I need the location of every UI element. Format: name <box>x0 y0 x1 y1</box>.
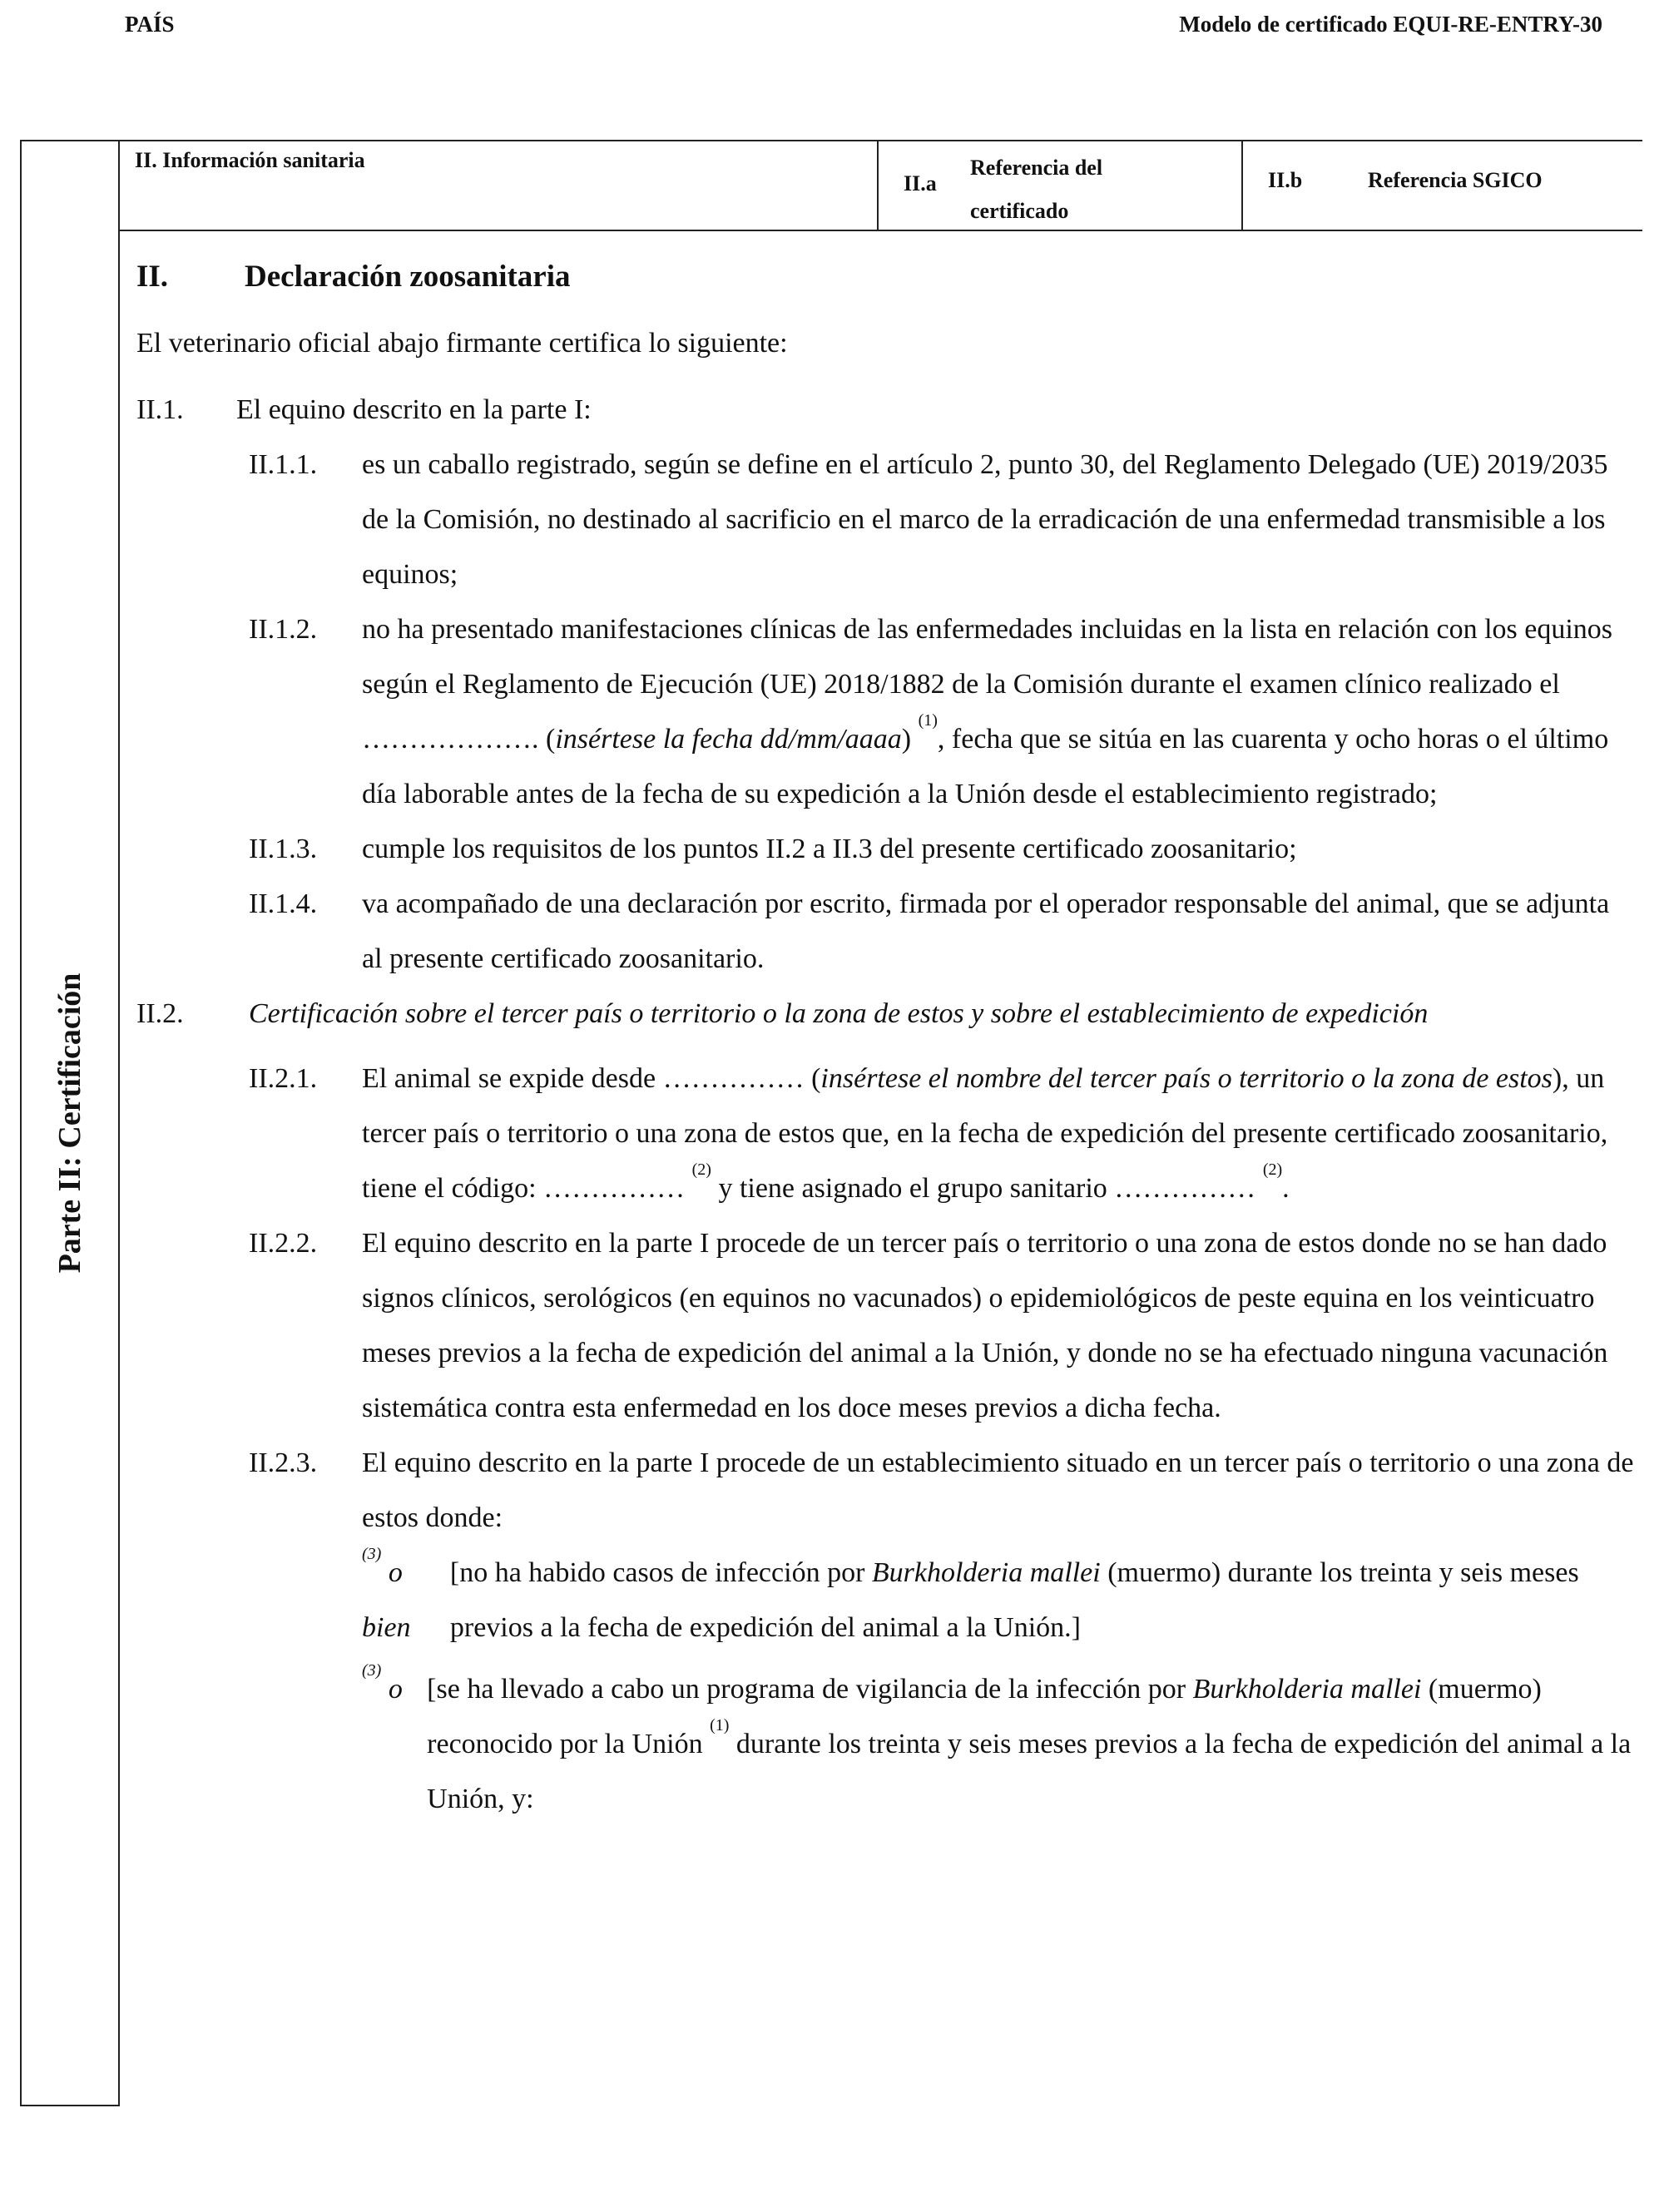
sgico-reference-cell <box>1241 141 1642 230</box>
certificate-reference-cell <box>877 141 1241 230</box>
option-label <box>362 1546 450 1655</box>
certificate-model-header: Modelo de certificado EQUI-RE-ENTRY-30 <box>1179 12 1602 37</box>
clause-heading: Certificación sobre el tercer país o territorio o la zona de estos y sobre el establecimiento de expedición <box>249 998 1429 1029</box>
clause-ii-2-1 <box>249 1052 1634 1216</box>
italic-instruction: insértese la fecha dd/mm/aaaa <box>555 724 902 755</box>
species-name: Burkholderia mallei <box>1192 1674 1422 1705</box>
sgico-reference-label: Referencia SGICO <box>1368 168 1543 192</box>
text-part: . <box>1282 1173 1290 1204</box>
clause-text <box>362 1052 1634 1216</box>
certificate-reference-label: Referencia del certificado <box>970 156 1103 223</box>
text-part: , fecha que se sitúa en las cuarenta y ocho horas o el último día laborable antes de la fecha de su expedición a la Unión desde el establecimiento registrado; <box>362 724 1609 809</box>
option-text <box>450 1546 1634 1655</box>
clause-text: cumple los requisitos de los puntos II.2 a II.3 del presente certificado zoosanitario; <box>362 834 1297 864</box>
clause-number: II.1.1. <box>249 449 318 480</box>
intro-text: El veterinario oficial abajo firmante certifica lo siguiente: <box>136 328 788 359</box>
clause-text: El equino descrito en la parte I: <box>236 394 592 425</box>
side-label: Parte II: Certificación <box>52 972 87 1274</box>
italic-instruction: insértese el nombre del tercer país o territorio o la zona de estos <box>820 1063 1553 1094</box>
table-header-row <box>120 140 1642 231</box>
footnote-ref: (3) <box>362 1545 382 1563</box>
footnote-ref: (1) <box>918 711 938 730</box>
section-title-text: Declaración zoosanitaria <box>245 260 571 294</box>
footnote-ref: (2) <box>1262 1160 1283 1179</box>
clause-number: II.1.3. <box>249 834 318 864</box>
option-text <box>427 1662 1634 1827</box>
section-number: II. <box>136 260 169 294</box>
text-part: (muermo) reconocido por la Unión <box>427 1674 1542 1759</box>
clause-number: II.1.2. <box>249 614 318 645</box>
footnote-ref: (3) <box>362 1661 382 1680</box>
clause-ii-1-4 <box>249 877 1634 987</box>
text-part: (muermo) durante los treinta y seis meses previos a la fecha de expedición del animal a la Unión.] <box>449 1557 1579 1643</box>
clause-text: El equino descrito en la parte I procede de un establecimiento situado en un tercer país o territorio o una zona de estos donde: <box>362 1447 1634 1533</box>
clause-ii-1-3 <box>249 822 1634 877</box>
text-part: [se ha llevado a cabo un programa de vigilancia de la infección por <box>427 1674 1193 1705</box>
option-or <box>362 1662 1634 1827</box>
country-header: PAÍS <box>125 12 175 37</box>
option-word: o <box>381 1674 403 1705</box>
side-column <box>20 140 120 2106</box>
footnote-ref: (1) <box>710 1716 730 1734</box>
clause-text: El equino descrito en la parte I procede de un tercer país o territorio o una zona de estos donde no se han dado signos clínicos, serológicos (en equinos no vacunados) o epidemiológicos de peste equina en los veinticuatro meses previos a la fecha de expedición del animal a la Unión, y donde no se ha efectuado ninguna vacunación sistemática contra esta enfermedad en los doce meses previos a dicha fecha. <box>362 1228 1608 1423</box>
clause-text: va acompañado de una declaración por escrito, firmada por el operador responsable del animal, que se adjunta al presente certificado zoosanitario. <box>362 888 1610 974</box>
footnote-ref: (2) <box>691 1160 711 1179</box>
text-part: ), un tercer país o territorio o una zona de estos que, en la fecha de expedición del presente certificado zoosanitario, tiene el código: …………… <box>362 1063 1608 1204</box>
clause-number: II.2.1. <box>249 1063 318 1094</box>
text-part: [no ha habido casos de infección por <box>449 1557 872 1588</box>
section-title <box>136 250 1634 304</box>
clause-ii-1-1 <box>249 438 1634 602</box>
clause-number: II.1.4. <box>249 888 318 919</box>
option-either <box>362 1546 1634 1655</box>
text-part: ) <box>901 724 912 755</box>
clause-text <box>362 602 1634 822</box>
certificate-reference-key: II.a <box>904 171 937 195</box>
clause-ii-1 <box>136 383 1634 438</box>
certificate-body <box>136 250 1634 1827</box>
text-part: El animal se expide desde …………… ( <box>362 1063 821 1094</box>
clause-ii-1-2 <box>249 602 1634 822</box>
clause-ii-2-3 <box>249 1436 1634 1546</box>
sgico-reference-key: II.b <box>1268 168 1303 192</box>
health-info-cell: II. Información sanitaria <box>135 148 365 172</box>
clause-number: II.2. <box>136 998 184 1029</box>
clause-ii-2-2 <box>249 1216 1634 1436</box>
option-label <box>362 1662 427 1827</box>
clause-text: es un caballo registrado, según se define en el artículo 2, punto 30, del Reglamento Delegado (UE) 2019/2035 de la Comisión, no destinado al sacrificio en el marco de la erradicación de una enfermedad transmisible a los equinos; <box>362 449 1608 590</box>
text-part: y tiene asignado el grupo sanitario …………… <box>711 1173 1263 1204</box>
species-name: Burkholderia mallei <box>871 1557 1101 1588</box>
text-part: no ha presentado manifestaciones clínicas de las enfermedades incluidas en la lista en relación con los equinos según el Reglamento de Ejecución (UE) 2018/1882 de la Comisión durante el examen clínico realizado el ………………. ( <box>362 614 1613 755</box>
clause-number: II.2.3. <box>249 1447 318 1478</box>
text-part: durante los treinta y seis meses previos a la fecha de expedición del animal a la Unión, y: <box>427 1729 1632 1814</box>
clause-ii-2 <box>136 987 1634 1042</box>
option-word: o bien <box>362 1557 411 1643</box>
clause-number: II.2.2. <box>249 1228 318 1259</box>
clause-number: II.1. <box>136 394 184 425</box>
